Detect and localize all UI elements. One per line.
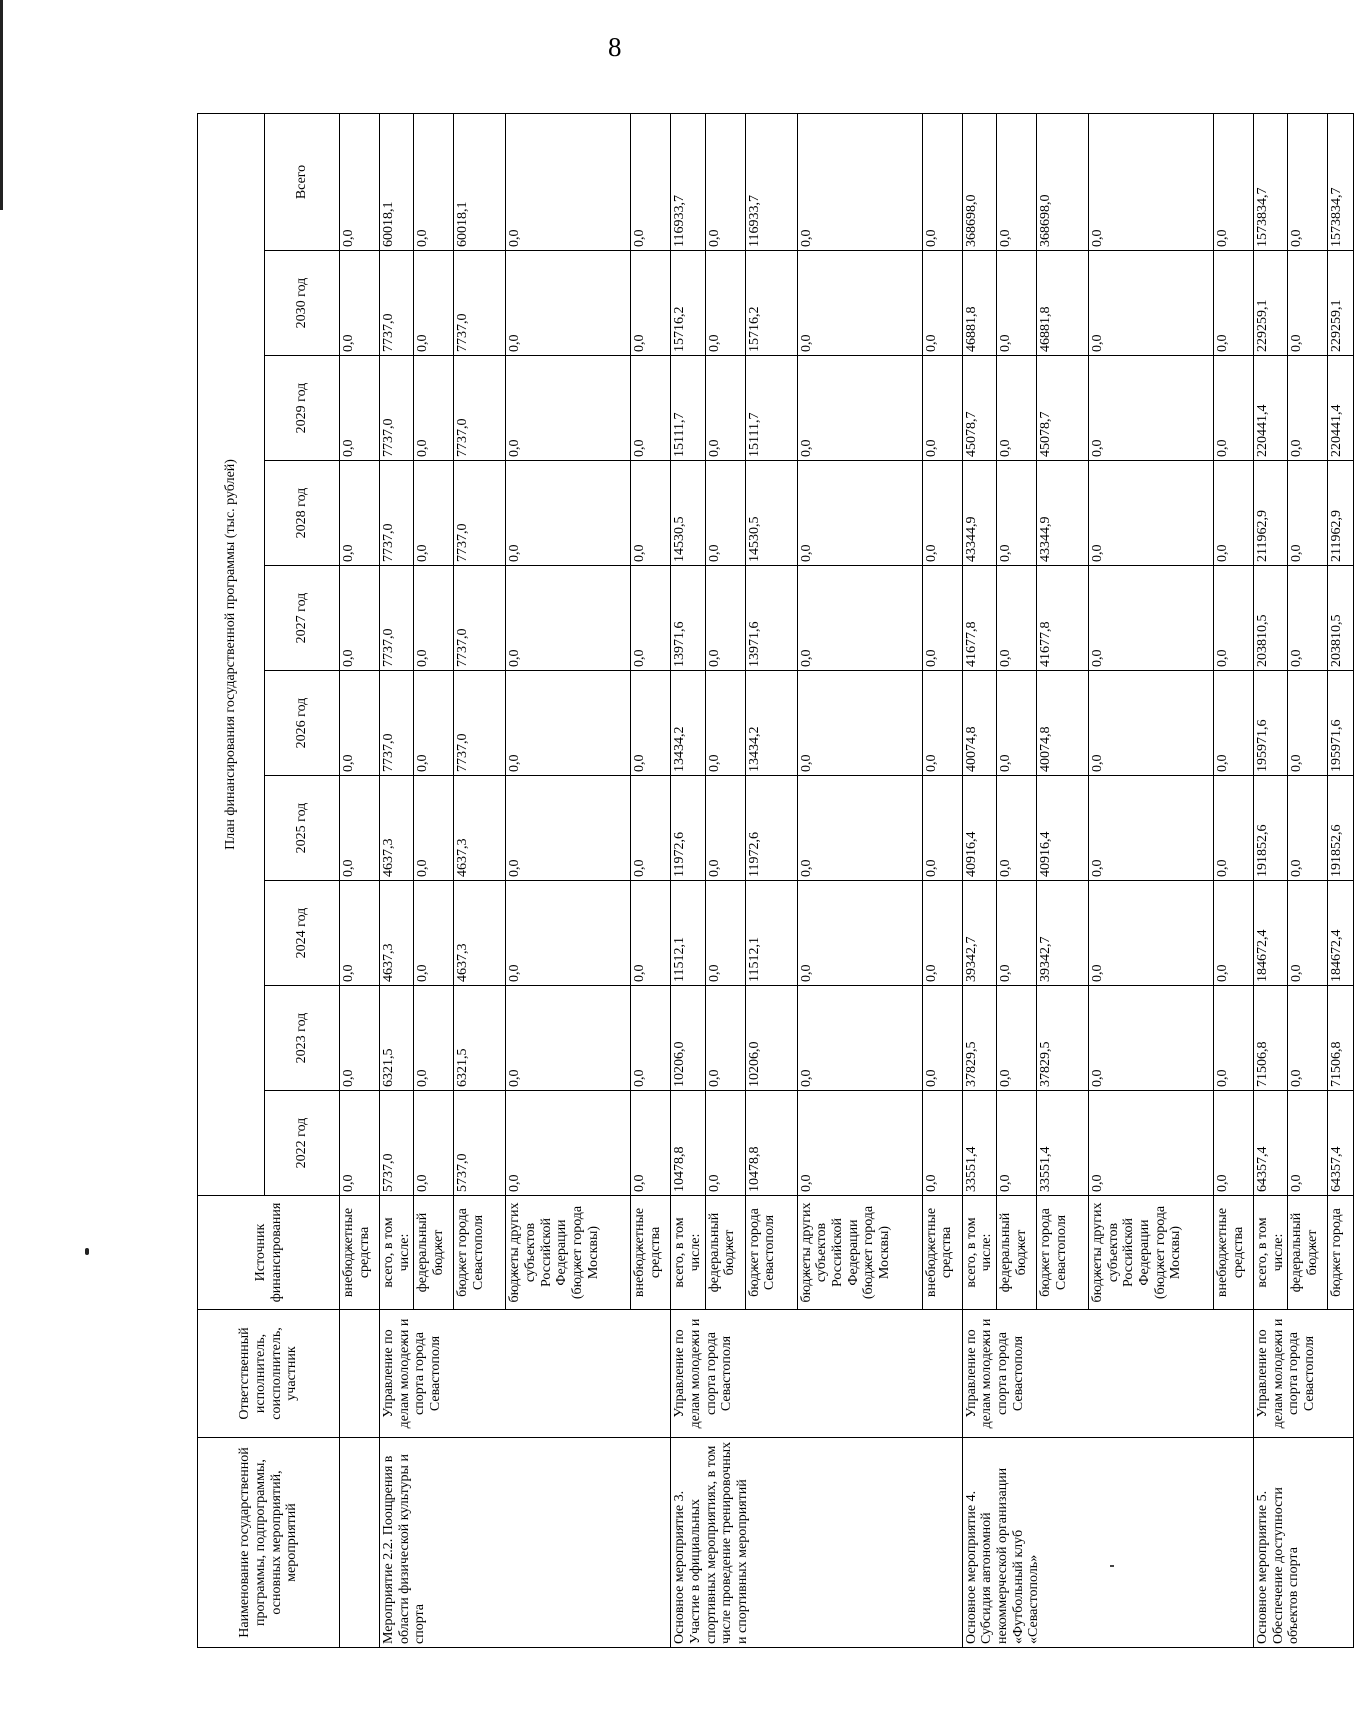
value-cell: 10478,8 [671, 1091, 705, 1196]
executor-cell: Управление по делам молодежи и спорта города Севастополя [671, 1310, 962, 1438]
value-cell: 0,0 [1089, 566, 1214, 671]
value-cell: 0,0 [1089, 1091, 1214, 1196]
value-cell: 0,0 [340, 881, 380, 986]
value-cell: 41677,8 [962, 566, 996, 671]
value-cell: 0,0 [1288, 986, 1328, 1091]
program-name-cell: Основное мероприятие 5. Обеспечение доступности объектов спорта [1254, 1438, 1354, 1648]
value-cell: 10478,8 [745, 1091, 797, 1196]
value-cell: 0,0 [631, 1091, 671, 1196]
value-cell: 0,0 [1089, 881, 1214, 986]
value-cell: 0,0 [997, 566, 1037, 671]
value-cell: 0,0 [1288, 113, 1328, 250]
header-year: 2022 год [265, 1091, 340, 1196]
value-cell: 7737,0 [380, 566, 414, 671]
executor-cell: Управление по делам молодежи и спорта города Севастополя [962, 1310, 1253, 1438]
value-cell: 0,0 [705, 251, 745, 356]
value-cell: 0,0 [705, 356, 745, 461]
value-cell: 0,0 [1089, 251, 1214, 356]
value-cell: 0,0 [506, 776, 631, 881]
value-cell: 4637,3 [380, 776, 414, 881]
value-cell: 211962,9 [1254, 461, 1288, 566]
value-cell: 0,0 [922, 1091, 962, 1196]
source-cell: бюджеты других субъектов Российской Федерации (бюджет города Москвы) [506, 1196, 631, 1310]
source-cell: федеральный бюджет [705, 1196, 745, 1310]
value-cell: 4637,3 [454, 776, 506, 881]
financing-table [197, 113, 1354, 1648]
header-plan: План финансирования государственной программы (тыс. рублей) [198, 113, 265, 1195]
value-cell: 0,0 [414, 881, 454, 986]
value-cell: 40916,4 [1037, 776, 1089, 881]
value-cell: 0,0 [997, 113, 1037, 250]
program-name-cell: Основное мероприятие 3. Участие в официальных спортивных мероприятиях, в том числе проведение тренировочных и спортивных мероприятий [671, 1438, 962, 1648]
value-cell: 0,0 [797, 881, 922, 986]
value-cell: 0,0 [1214, 251, 1254, 356]
source-cell: бюджет города [1328, 1196, 1354, 1310]
value-cell: 0,0 [1089, 986, 1214, 1091]
value-cell: 0,0 [414, 461, 454, 566]
value-cell: 39342,7 [1037, 881, 1089, 986]
value-cell: 15716,2 [671, 251, 705, 356]
table-row [340, 113, 380, 1647]
value-cell: 7737,0 [454, 461, 506, 566]
value-cell: 40074,8 [1037, 671, 1089, 776]
value-cell: 0,0 [1214, 461, 1254, 566]
value-cell: 0,0 [631, 251, 671, 356]
source-cell: внебюджетные средства [922, 1196, 962, 1310]
value-cell: 71506,8 [1254, 986, 1288, 1091]
value-cell: 0,0 [1214, 566, 1254, 671]
value-cell: 0,0 [997, 776, 1037, 881]
value-cell: 0,0 [797, 113, 922, 250]
value-cell: 0,0 [506, 113, 631, 250]
header-year: 2030 год [265, 251, 340, 356]
value-cell: 229259,1 [1328, 251, 1354, 356]
source-cell: бюджеты других субъектов Российской Федерации (бюджет города Москвы) [797, 1196, 922, 1310]
header-year: 2025 год [265, 776, 340, 881]
value-cell: 116933,7 [671, 113, 705, 250]
table-row [380, 113, 414, 1647]
source-cell: федеральный бюджет [1288, 1196, 1328, 1310]
page-number: 8 [608, 32, 622, 62]
value-cell: 0,0 [506, 356, 631, 461]
value-cell: 0,0 [631, 566, 671, 671]
value-cell: 13434,2 [745, 671, 797, 776]
value-cell: 0,0 [797, 671, 922, 776]
value-cell: 0,0 [506, 671, 631, 776]
value-cell: 0,0 [922, 461, 962, 566]
value-cell: 0,0 [1288, 881, 1328, 986]
header-year: 2023 год [265, 986, 340, 1091]
value-cell: 368698,0 [962, 113, 996, 250]
value-cell: 0,0 [797, 356, 922, 461]
executor-cell: Управление по делам молодежи и спорта города Севастополя [1254, 1310, 1354, 1438]
value-cell: 7737,0 [380, 356, 414, 461]
value-cell: 0,0 [1214, 356, 1254, 461]
source-cell: бюджет города Севастополя [454, 1196, 506, 1310]
value-cell: 203810,5 [1254, 566, 1288, 671]
value-cell: 7737,0 [380, 671, 414, 776]
value-cell: 0,0 [340, 566, 380, 671]
value-cell: 0,0 [340, 461, 380, 566]
value-cell: 0,0 [922, 881, 962, 986]
value-cell: 0,0 [631, 356, 671, 461]
value-cell: 71506,8 [1328, 986, 1354, 1091]
value-cell: 4637,3 [380, 881, 414, 986]
source-cell: внебюджетные средства [1214, 1196, 1254, 1310]
value-cell: 40074,8 [962, 671, 996, 776]
value-cell: 60018,1 [454, 113, 506, 250]
value-cell: 0,0 [340, 671, 380, 776]
source-cell: всего, в том числе: [380, 1196, 414, 1310]
value-cell: 0,0 [922, 113, 962, 250]
value-cell: 11972,6 [671, 776, 705, 881]
value-cell: 0,0 [1089, 113, 1214, 250]
value-cell: 0,0 [1089, 356, 1214, 461]
value-cell: 211962,9 [1328, 461, 1354, 566]
header-executor: Ответственный исполнитель, соисполнитель, участник [198, 1310, 340, 1438]
value-cell: 0,0 [340, 356, 380, 461]
value-cell: 6321,5 [454, 986, 506, 1091]
value-cell: 0,0 [1288, 671, 1328, 776]
value-cell: 191852,6 [1328, 776, 1354, 881]
rotated-table-wrapper [197, 114, 1345, 1648]
header-year: 2024 год [265, 881, 340, 986]
value-cell: 0,0 [922, 356, 962, 461]
value-cell: 0,0 [1214, 776, 1254, 881]
value-cell: 0,0 [1089, 776, 1214, 881]
program-name-cell: Мероприятие 2.2. Поощрения в области физической культуры и спорта [380, 1438, 671, 1648]
value-cell: 4637,3 [454, 881, 506, 986]
source-cell: бюджеты других субъектов Российской Федерации (бюджет города Москвы) [1089, 1196, 1214, 1310]
value-cell: 0,0 [414, 1091, 454, 1196]
value-cell: 0,0 [506, 1091, 631, 1196]
source-cell: федеральный бюджет [997, 1196, 1037, 1310]
value-cell: 13971,6 [745, 566, 797, 671]
value-cell: 0,0 [705, 986, 745, 1091]
value-cell: 0,0 [414, 356, 454, 461]
value-cell: 37829,5 [962, 986, 996, 1091]
source-cell: всего, в том числе: [1254, 1196, 1288, 1310]
value-cell: 184672,4 [1328, 881, 1354, 986]
value-cell: 368698,0 [1037, 113, 1089, 250]
header-year: 2029 год [265, 356, 340, 461]
value-cell: 46881,8 [1037, 251, 1089, 356]
value-cell: 0,0 [997, 461, 1037, 566]
value-cell: 0,0 [631, 776, 671, 881]
value-cell: 0,0 [1288, 251, 1328, 356]
program-name-cell: Основное мероприятие 4. Субсидия автономной некоммерческой организации «Футбольный клуб «Севастополь» [962, 1438, 1253, 1648]
header-year: 2028 год [265, 461, 340, 566]
value-cell: 220441,4 [1328, 356, 1354, 461]
value-cell: 7737,0 [454, 251, 506, 356]
value-cell: 229259,1 [1254, 251, 1288, 356]
value-cell: 0,0 [1288, 461, 1328, 566]
value-cell: 7737,0 [454, 566, 506, 671]
value-cell: 0,0 [1288, 1091, 1328, 1196]
value-cell: 37829,5 [1037, 986, 1089, 1091]
value-cell: 0,0 [1214, 881, 1254, 986]
value-cell: 0,0 [631, 461, 671, 566]
value-cell: 10206,0 [671, 986, 705, 1091]
value-cell: 43344,9 [1037, 461, 1089, 566]
value-cell: 116933,7 [745, 113, 797, 250]
value-cell: 0,0 [414, 986, 454, 1091]
value-cell: 15111,7 [671, 356, 705, 461]
value-cell: 10206,0 [745, 986, 797, 1091]
source-cell: внебюджетные средства [340, 1196, 380, 1310]
source-cell: бюджет города Севастополя [1037, 1196, 1089, 1310]
value-cell: 0,0 [922, 671, 962, 776]
value-cell: 14530,5 [745, 461, 797, 566]
value-cell: 0,0 [922, 776, 962, 881]
executor-cell: Управление по делам молодежи и спорта города Севастополя [380, 1310, 671, 1438]
value-cell: 46881,8 [962, 251, 996, 356]
value-cell: 0,0 [705, 566, 745, 671]
value-cell: 195971,6 [1328, 671, 1354, 776]
value-cell: 0,0 [340, 776, 380, 881]
value-cell: 43344,9 [962, 461, 996, 566]
value-cell: 0,0 [922, 251, 962, 356]
value-cell: 220441,4 [1254, 356, 1288, 461]
value-cell: 0,0 [1214, 671, 1254, 776]
value-cell: 0,0 [1214, 113, 1254, 250]
value-cell: 0,0 [414, 113, 454, 250]
value-cell: 0,0 [506, 461, 631, 566]
header-year: Всего [265, 113, 340, 250]
value-cell: 0,0 [506, 881, 631, 986]
value-cell: 0,0 [631, 113, 671, 250]
value-cell: 0,0 [922, 566, 962, 671]
scan-edge-mark [0, 0, 3, 210]
value-cell: 0,0 [797, 566, 922, 671]
value-cell: 191852,6 [1254, 776, 1288, 881]
value-cell: 0,0 [797, 986, 922, 1091]
value-cell: 0,0 [997, 356, 1037, 461]
value-cell: 0,0 [414, 251, 454, 356]
header-year: 2027 год [265, 566, 340, 671]
value-cell: 33551,4 [962, 1091, 996, 1196]
value-cell: 40916,4 [962, 776, 996, 881]
table-row [962, 113, 996, 1647]
value-cell: 13971,6 [671, 566, 705, 671]
table-row [671, 113, 705, 1647]
value-cell: 33551,4 [1037, 1091, 1089, 1196]
value-cell: 0,0 [1089, 461, 1214, 566]
value-cell: 0,0 [797, 251, 922, 356]
value-cell: 195971,6 [1254, 671, 1288, 776]
value-cell: 15716,2 [745, 251, 797, 356]
source-cell: внебюджетные средства [631, 1196, 671, 1310]
value-cell: 13434,2 [671, 671, 705, 776]
source-cell: бюджет города Севастополя [745, 1196, 797, 1310]
value-cell: 0,0 [506, 251, 631, 356]
value-cell: 7737,0 [454, 671, 506, 776]
empty-cell [340, 1310, 380, 1438]
value-cell: 64357,4 [1254, 1091, 1288, 1196]
value-cell: 7737,0 [380, 461, 414, 566]
value-cell: 0,0 [340, 113, 380, 250]
value-cell: 11972,6 [745, 776, 797, 881]
source-cell: всего, в том числе: [962, 1196, 996, 1310]
value-cell: 0,0 [705, 1091, 745, 1196]
value-cell: 6321,5 [380, 986, 414, 1091]
value-cell: 0,0 [997, 881, 1037, 986]
value-cell: 39342,7 [962, 881, 996, 986]
value-cell: 0,0 [631, 881, 671, 986]
value-cell: 45078,7 [1037, 356, 1089, 461]
value-cell: 0,0 [1288, 566, 1328, 671]
value-cell: 60018,1 [380, 113, 414, 250]
value-cell: 1573834,7 [1254, 113, 1288, 250]
value-cell: 0,0 [997, 1091, 1037, 1196]
value-cell: 0,0 [1288, 776, 1328, 881]
value-cell: 0,0 [340, 986, 380, 1091]
empty-cell [340, 1438, 380, 1648]
value-cell: 0,0 [631, 986, 671, 1091]
value-cell: 0,0 [340, 251, 380, 356]
header-source: Источник финансирования [198, 1196, 340, 1310]
value-cell: 0,0 [705, 881, 745, 986]
value-cell: 0,0 [631, 671, 671, 776]
table-row [1254, 113, 1288, 1647]
value-cell: 5737,0 [454, 1091, 506, 1196]
value-cell: 0,0 [1214, 986, 1254, 1091]
value-cell: 11512,1 [671, 881, 705, 986]
value-cell: 0,0 [797, 776, 922, 881]
value-cell: 45078,7 [962, 356, 996, 461]
source-cell: федеральный бюджет [414, 1196, 454, 1310]
value-cell: 0,0 [705, 461, 745, 566]
value-cell: 5737,0 [380, 1091, 414, 1196]
value-cell: 0,0 [414, 671, 454, 776]
value-cell: 184672,4 [1254, 881, 1288, 986]
value-cell: 0,0 [506, 566, 631, 671]
value-cell: 0,0 [705, 671, 745, 776]
value-cell: 0,0 [340, 1091, 380, 1196]
value-cell: 14530,5 [671, 461, 705, 566]
scan-speck [85, 1248, 89, 1255]
value-cell: 0,0 [997, 251, 1037, 356]
value-cell: 0,0 [1089, 671, 1214, 776]
value-cell: 0,0 [797, 461, 922, 566]
source-cell: всего, в том числе: [671, 1196, 705, 1310]
value-cell: 0,0 [414, 566, 454, 671]
value-cell: 0,0 [705, 776, 745, 881]
value-cell: 0,0 [506, 986, 631, 1091]
value-cell: 15111,7 [745, 356, 797, 461]
value-cell: 0,0 [797, 1091, 922, 1196]
value-cell: 0,0 [705, 113, 745, 250]
value-cell: 203810,5 [1328, 566, 1354, 671]
value-cell: 0,0 [1288, 356, 1328, 461]
header-year: 2026 год [265, 671, 340, 776]
value-cell: 7737,0 [454, 356, 506, 461]
header-name: Наименование государственной программы, подпрограммы, основных мероприятий, мероприятий [198, 1438, 340, 1648]
value-cell: 0,0 [997, 671, 1037, 776]
value-cell: 7737,0 [380, 251, 414, 356]
value-cell: 1573834,7 [1328, 113, 1354, 250]
value-cell: 0,0 [1214, 1091, 1254, 1196]
value-cell: 11512,1 [745, 881, 797, 986]
value-cell: 0,0 [414, 776, 454, 881]
value-cell: 0,0 [997, 986, 1037, 1091]
value-cell: 64357,4 [1328, 1091, 1354, 1196]
value-cell: 0,0 [922, 986, 962, 1091]
value-cell: 41677,8 [1037, 566, 1089, 671]
